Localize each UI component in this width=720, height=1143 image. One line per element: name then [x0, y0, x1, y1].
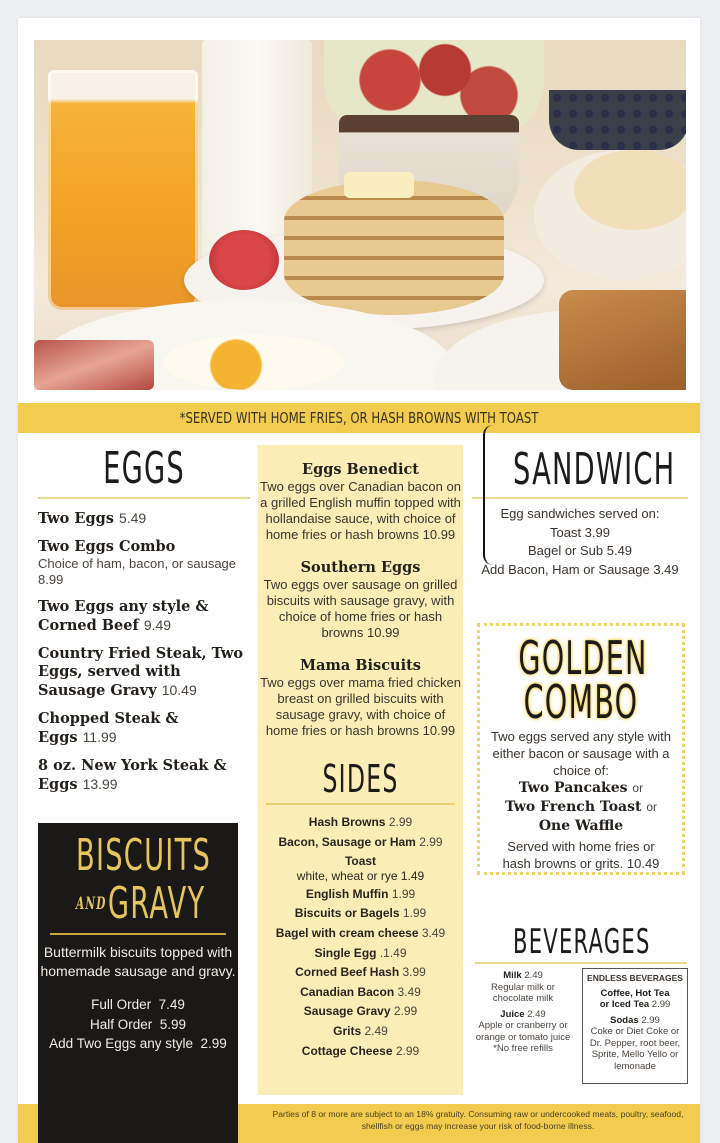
- sandwich-details: Egg sandwiches served on: Toast 3.99 Bagel or Sub 5.49 Add Bacon, Ham or Sausage 3.49: [481, 506, 679, 577]
- divider: [38, 497, 250, 499]
- gravy-title: ANDGRAVY: [76, 878, 206, 929]
- side-item: English Muffin 1.99: [305, 886, 416, 901]
- divider: [472, 497, 688, 499]
- disclaimer-text: Parties of 8 or more are subject to an 18% gratuity. Consuming raw or undercooked meats, poultry, seafood, shellfish or eggs may increase your risk of food-borne illness.: [272, 1109, 684, 1131]
- menu-item: Country Fried Steak, Two Eggs, served with Sausage Gravy 10.49: [38, 645, 243, 699]
- sandwich-title: SANDWICH: [513, 444, 676, 495]
- sides-title: SIDES: [322, 757, 399, 801]
- side-item: Grits 2.49: [333, 1023, 388, 1038]
- side-item: Sausage Gravy 2.99: [303, 1004, 418, 1019]
- side-item: Hash Browns 2.99: [308, 815, 413, 829]
- french-toast: [559, 290, 686, 390]
- bacon: [34, 340, 154, 390]
- menu-item: Two Eggs any style & Corned Beef 9.49: [38, 598, 209, 634]
- specialty-item: Eggs Benedict Two eggs over Canadian bacon on a grilled English muffin topped with hollandaise sauce, with choice of home fries or hash browns 10.99: [260, 461, 461, 542]
- menu-item: Two Eggs 5.49: [38, 510, 147, 527]
- pancake-stack: [284, 180, 504, 315]
- side-item: Single Egg .1.49: [314, 945, 407, 960]
- biscuits-desc: Buttermilk biscuits topped with homemade sausage and gravy.: [40, 944, 236, 979]
- golden-combo-footer: Served with home fries or hash browns or grits. 10.49: [502, 839, 660, 871]
- eggs-title: EGGS: [103, 443, 185, 494]
- beverages-title: BEVERAGES: [513, 922, 651, 962]
- divider: [50, 933, 226, 935]
- endless-beverages-box: ENDLESS BEVERAGES Coffee, Hot Tea or Iced Tea 2.99 Sodas 2.99 Coke or Diet Coke or Dr. Pepper, root beer, Sprite, Mello Yello or lemonade: [582, 968, 688, 1084]
- combo-option: Two Pancakes or: [518, 780, 644, 796]
- side-item: Toast white, wheat or rye 1.49: [296, 854, 425, 883]
- side-item: Corned Beef Hash 3.99: [295, 965, 426, 980]
- side-item: Biscuits or Bagels 1.99: [294, 906, 427, 921]
- biscuits-title: BISCUITS: [76, 830, 212, 881]
- fried-egg: [164, 335, 344, 390]
- combo-option: Two French Toast or: [505, 799, 657, 815]
- handwritten-bracket-mark: [483, 425, 499, 565]
- side-item: Cottage Cheese 2.99: [301, 1043, 420, 1058]
- menu-item: Two Eggs Combo Choice of ham, bacon, or sausage 8.99: [38, 538, 237, 587]
- eggs-section: [38, 445, 250, 794]
- side-item: Bacon, Sausage or Ham 2.99: [278, 834, 443, 849]
- beverages-list: Milk 2.49 Regular milk or chocolate milk Juice 2.49 Apple or cranberry or orange or tomato juice *No free refills: [475, 970, 571, 1054]
- biscuits-prices: Full Order 7.49 Half Order 5.99 Add Two Eggs any style 2.99: [49, 997, 227, 1051]
- biscuits-panel-extension: [38, 1104, 238, 1143]
- side-item: Canadian Bacon 3.49: [300, 984, 421, 999]
- divider: [475, 962, 687, 964]
- strawberry: [209, 230, 279, 290]
- golden-combo-desc: Two eggs served any style with either bacon or sausage with a choice of:: [491, 729, 671, 778]
- divider: [266, 803, 455, 805]
- specialty-item: Southern Eggs Two eggs over sausage on grilled biscuits with sausage gravy, with choice of home fries or hash browns 10.99: [263, 559, 458, 640]
- served-with-banner: [18, 403, 700, 433]
- golden-combo-title-2: COMBO: [523, 675, 639, 729]
- sides-list: [258, 813, 463, 1061]
- butter-pat: [344, 172, 414, 198]
- blueberry-bowl: [549, 90, 686, 150]
- combo-option: One Waffle: [538, 818, 624, 834]
- menu-item: Chopped Steak & Eggs 11.99: [38, 710, 179, 746]
- pancakes-side: [574, 150, 686, 230]
- biscuits-gravy-panel: [38, 823, 238, 1143]
- specialty-item: Mama Biscuits Two eggs over mama fried chicken breast on grilled biscuits with sausage gravy, with choice of home fries or hash browns 10.99: [260, 657, 461, 738]
- menu-item: 8 oz. New York Steak & Eggs 13.99: [38, 757, 227, 793]
- breakfast-photo: [34, 40, 686, 390]
- golden-combo-title-1: GOLDEN: [518, 631, 648, 685]
- orange-juice-glass: [48, 70, 198, 310]
- banner-text: *SERVED WITH HOME FRIES, OR HASH BROWNS WITH TOAST: [179, 409, 539, 427]
- sandwich-section: [472, 445, 688, 579]
- side-item: Bagel with cream cheese 3.49: [275, 925, 446, 940]
- specialties-sides-panel: [258, 445, 463, 1095]
- golden-combo-box: [477, 623, 685, 875]
